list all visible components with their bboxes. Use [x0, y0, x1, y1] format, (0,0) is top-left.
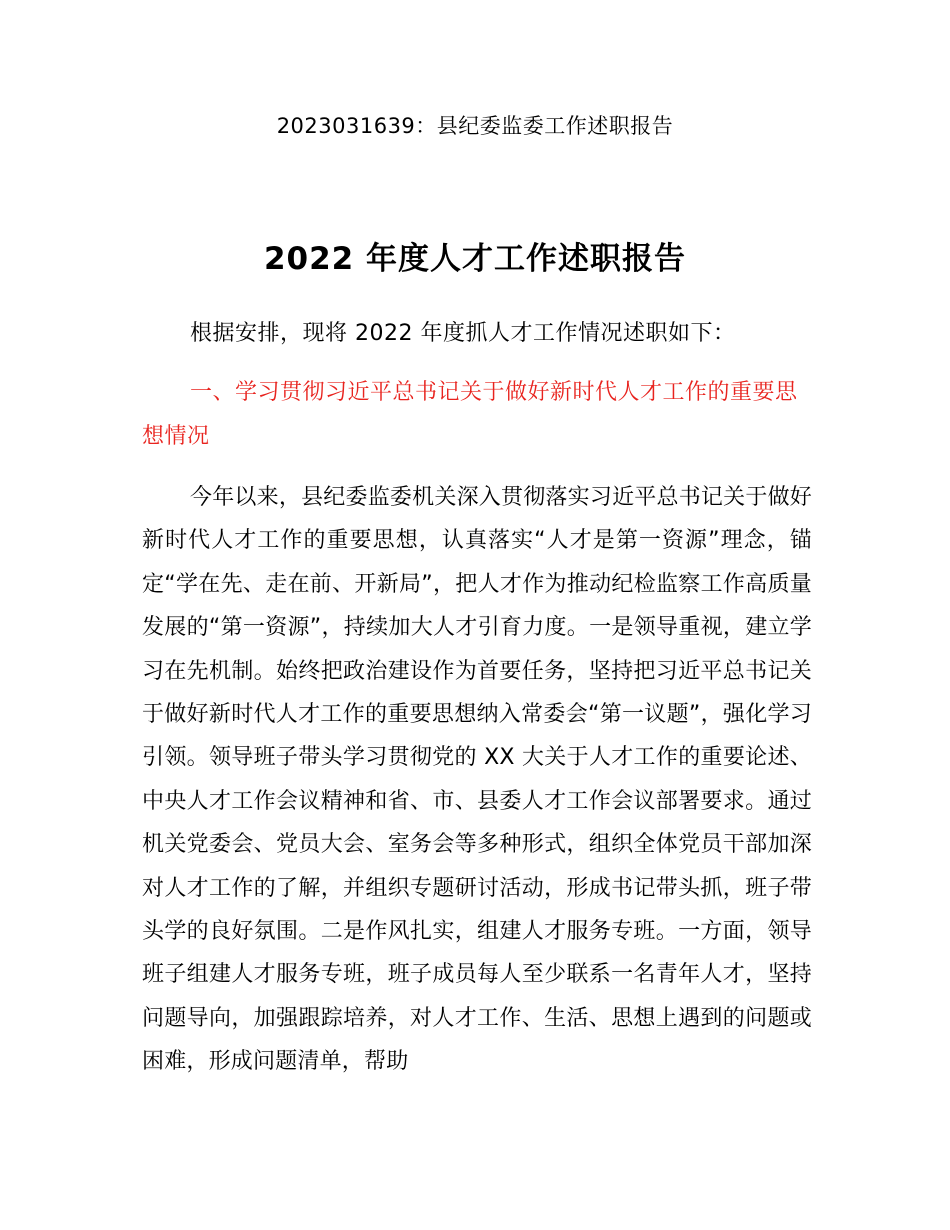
document-title: 2022 年度人才工作述职报告	[263, 241, 687, 277]
section-heading: 一、学习贯彻习近平总书记关于做好新时代人才工作的重要思想情况	[142, 380, 798, 449]
document-id-line: 2023031639：县纪委监委工作述职报告	[276, 114, 674, 138]
intro-paragraph: 根据安排，现将 2022 年度抓人才工作情况述职如下：	[190, 321, 736, 346]
body-paragraph: 今年以来，县纪委监委机关深入贯彻落实习近平总书记关于做好新时代人才工作的重要思想，认真落实“人才是第一资源”理念，锚定“学在先、走在前、开新局”，把人才作为推动纪检监察工作高质量发展的“第一资源”，持续加大人才引育力度。一是领导重视，建立学习在先机制。始终把政治建设作为首要任务，坚持把习近平总书记关于做好新时代人才工作的重要思想纳入常委会“第一议题”，强化学习引领。领导班子带头学习贯彻党的 XX 大关于人才工作的重要论述、中央人才工作会议精神和省、市、县委人才工作会议部署要求。通过机关党委会、党员大会、室务会等多种形式，组织全体党员干部加深对人才工作的了解，并组织专题研讨活动，形成书记带头抓，班子带头学的良好氛围。二是作风扎实，组建人才服务专班。一方面，领导班子组建人才服务专班，班子成员每人至少联系一名青年人才，坚持问题导向，加强跟踪培养，对人才工作、生活、思想上遇到的问题或困难，形成问题清单，帮助	[142, 485, 812, 1075]
